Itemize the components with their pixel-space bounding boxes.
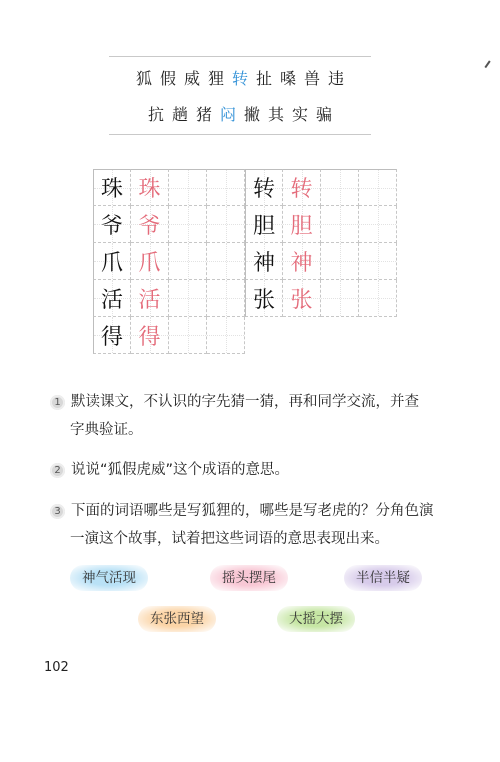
question-text: 说说“狐假虎威”这个成语的意思。 xyxy=(71,462,290,478)
recognize-char: 威 xyxy=(183,69,200,88)
recognize-char: 趟 xyxy=(171,105,188,124)
grid-cell: 珠 xyxy=(93,169,131,206)
grid-cell: 张 xyxy=(245,280,283,317)
corner-mark xyxy=(484,60,495,71)
grid-cell-model: 得 xyxy=(131,317,169,354)
word-tag-3: 半信半疑 xyxy=(344,565,422,591)
grid-cell-model: 活 xyxy=(131,280,169,317)
recognize-char: 实 xyxy=(291,105,308,124)
recognize-row-2 xyxy=(109,102,371,125)
top-rule xyxy=(109,56,371,57)
question-1 xyxy=(50,388,450,444)
word-tag-1: 神气活现 xyxy=(70,565,148,591)
grid-cell: 活 xyxy=(93,280,131,317)
grid-cell-model: 神 xyxy=(283,243,321,280)
recognize-char: 兽 xyxy=(303,69,320,88)
grid-cell-empty xyxy=(359,206,397,243)
recognize-row-1 xyxy=(109,66,371,89)
grid-cell-empty xyxy=(359,243,397,280)
grid-cell: 爪 xyxy=(93,243,131,280)
grid-cell-empty xyxy=(321,243,359,280)
recognize-char: 其 xyxy=(267,105,284,124)
grid-cell-empty xyxy=(359,280,397,317)
question-number-icon: 1 xyxy=(50,395,65,410)
grid-cell-empty xyxy=(169,317,207,354)
recognize-char: 狸 xyxy=(207,69,224,88)
question-text: 下面的词语哪些是写狐狸的，哪些是写老虎的？分角色演 xyxy=(71,503,434,519)
grid-cell-empty xyxy=(169,280,207,317)
grid-cell-empty xyxy=(321,169,359,206)
grid-cell: 转 xyxy=(245,169,283,206)
recognize-char: 假 xyxy=(159,69,176,88)
writing-grid-left xyxy=(93,169,245,354)
grid-cell-empty xyxy=(169,243,207,280)
grid-cell-empty xyxy=(321,206,359,243)
page-number: 102 xyxy=(44,660,69,675)
writing-grid-right xyxy=(245,169,397,317)
grid-cell-empty xyxy=(207,317,245,354)
word-tag-2: 摇头摆尾 xyxy=(210,565,288,591)
question-text-cont: 字典验证。 xyxy=(70,422,143,438)
recognize-char: 骗 xyxy=(315,105,332,124)
recognize-char: 嗓 xyxy=(279,69,296,88)
grid-cell-model: 转 xyxy=(283,169,321,206)
grid-cell: 得 xyxy=(93,317,131,354)
recognize-char-highlight: 转 xyxy=(231,69,248,88)
word-tag-4: 东张西望 xyxy=(138,606,216,632)
grid-cell-empty xyxy=(169,169,207,206)
grid-cell-empty xyxy=(321,280,359,317)
grid-cell-empty xyxy=(359,169,397,206)
grid-cell-model: 珠 xyxy=(131,169,169,206)
question-number-icon: 2 xyxy=(50,463,65,478)
recognize-char: 猪 xyxy=(195,105,212,124)
question-text-cont: 一演这个故事，试着把这些词语的意思表现出来。 xyxy=(70,531,389,547)
recognize-char: 撇 xyxy=(243,105,260,124)
grid-cell-empty xyxy=(207,280,245,317)
grid-cell-model: 胆 xyxy=(283,206,321,243)
question-2 xyxy=(50,456,450,484)
grid-cell: 爷 xyxy=(93,206,131,243)
grid-cell-model: 张 xyxy=(283,280,321,317)
grid-cell: 胆 xyxy=(245,206,283,243)
grid-cell: 神 xyxy=(245,243,283,280)
recognize-char: 狐 xyxy=(135,69,152,88)
grid-cell-empty xyxy=(207,169,245,206)
word-tag-5: 大摇大摆 xyxy=(277,606,355,632)
grid-cell-model: 爷 xyxy=(131,206,169,243)
recognize-char: 违 xyxy=(327,69,344,88)
grid-cell-model: 爪 xyxy=(131,243,169,280)
grid-cell-empty xyxy=(207,206,245,243)
grid-cell-empty xyxy=(207,243,245,280)
bottom-rule xyxy=(109,134,371,135)
question-3 xyxy=(50,497,450,553)
recognize-char: 扯 xyxy=(255,69,272,88)
grid-cell-empty xyxy=(169,206,207,243)
recognize-char-highlight: 闷 xyxy=(219,105,236,124)
question-text: 默读课文，不认识的字先猜一猜，再和同学交流，并查 xyxy=(71,394,419,410)
question-number-icon: 3 xyxy=(50,504,65,519)
recognize-char: 抗 xyxy=(147,105,164,124)
